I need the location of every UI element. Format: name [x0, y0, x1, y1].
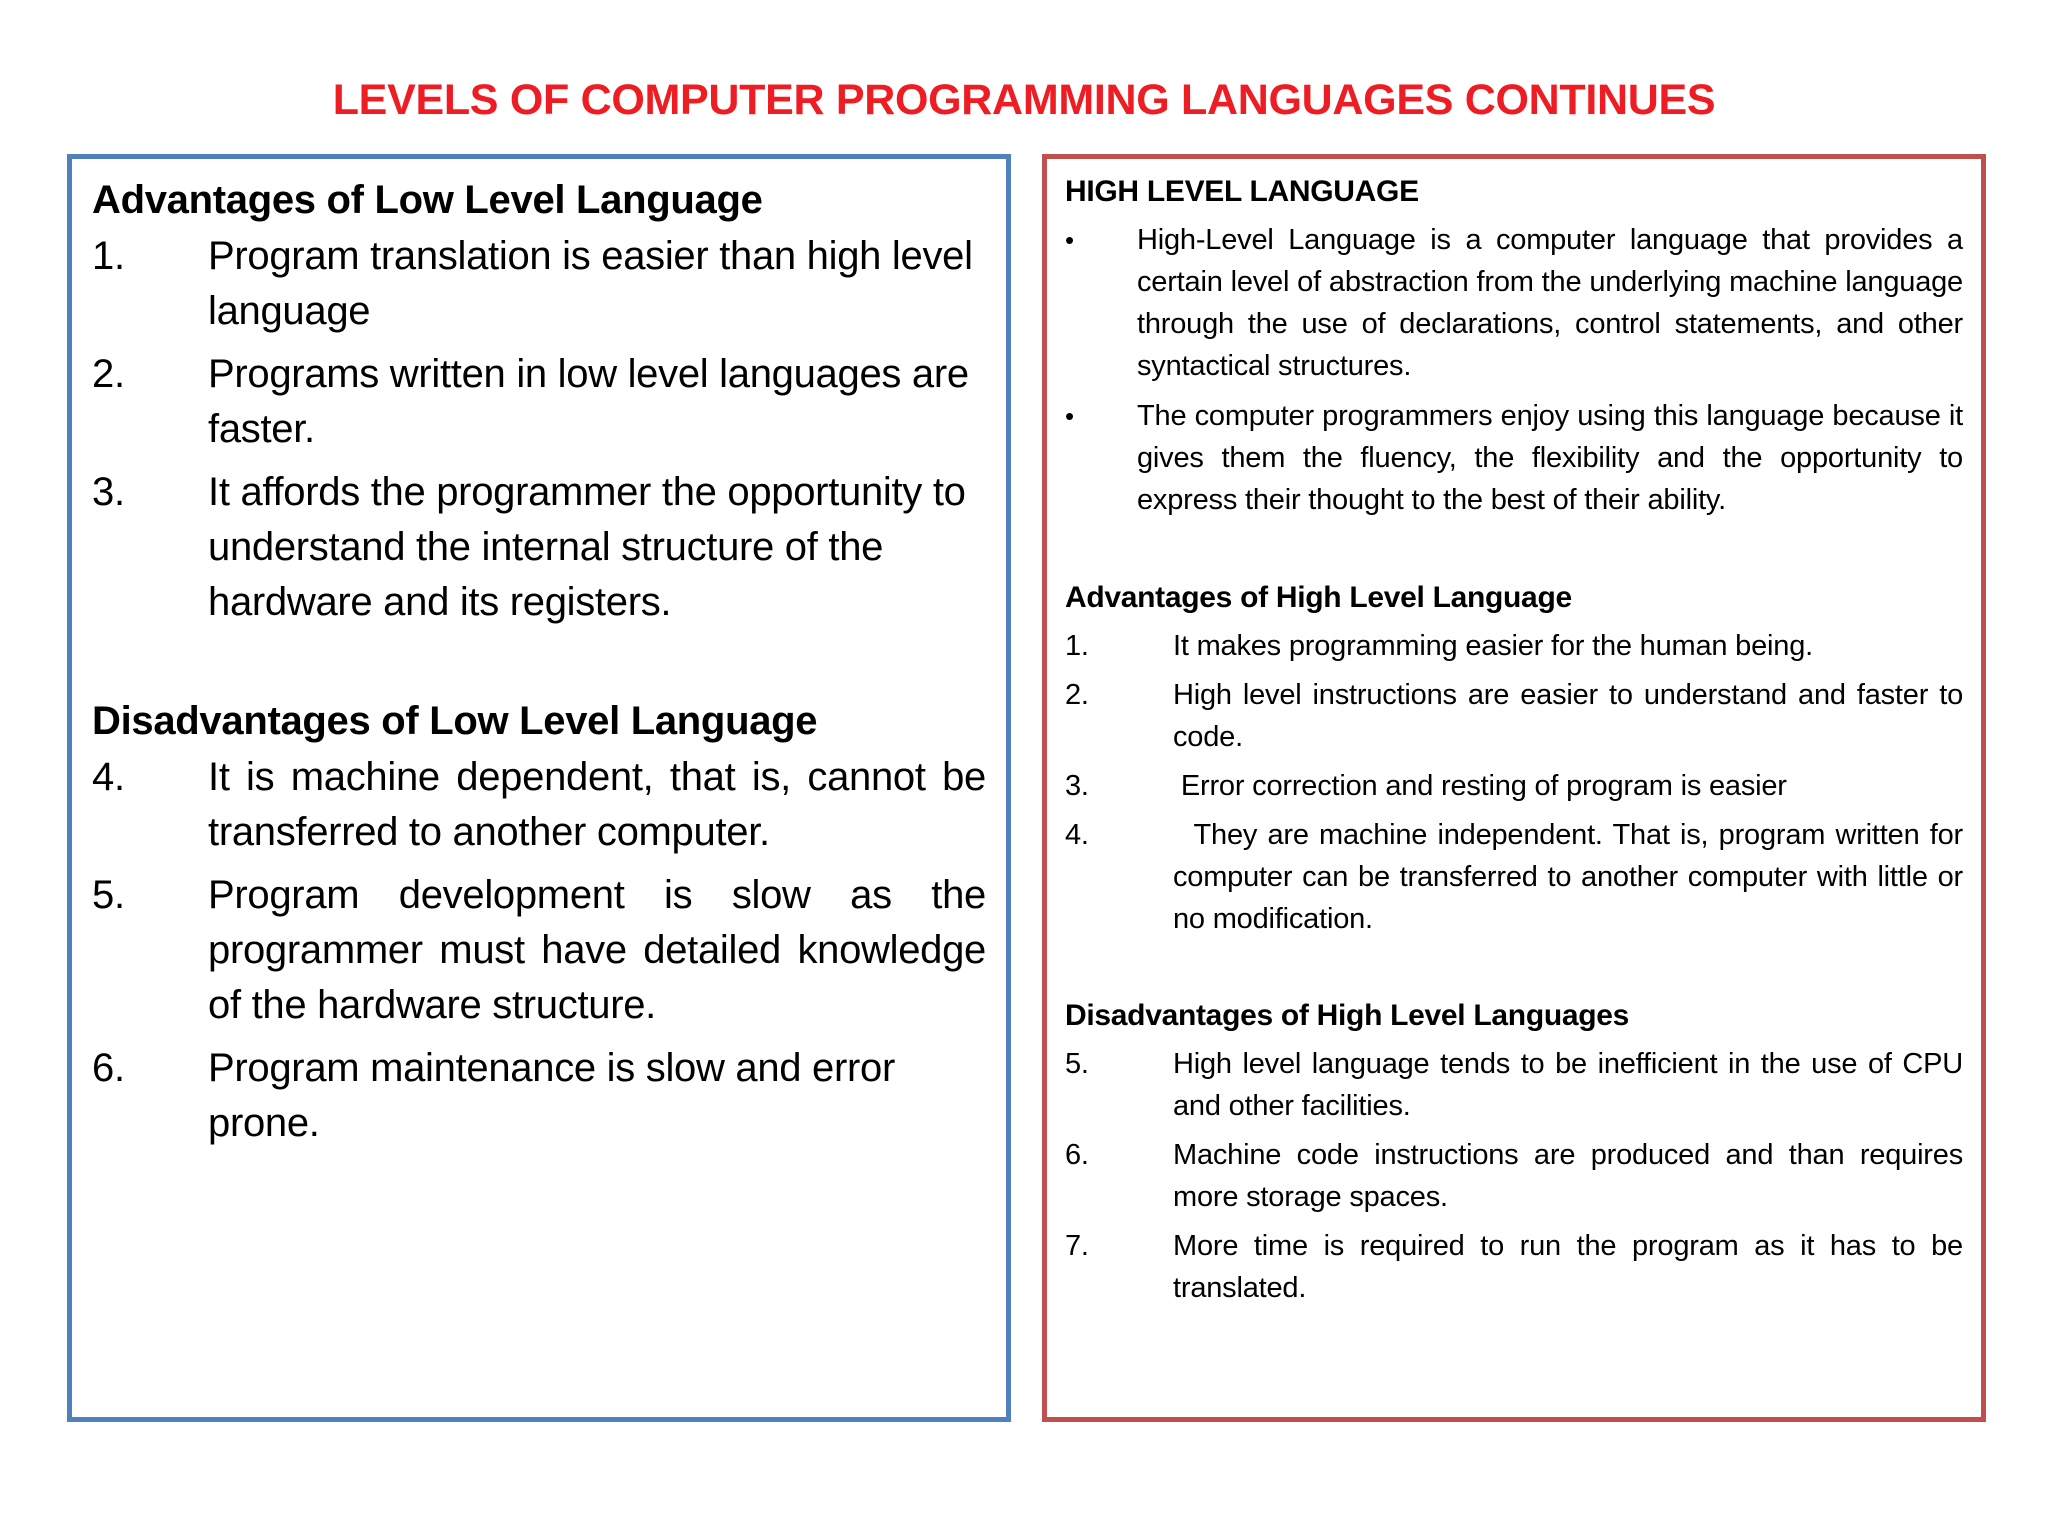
low-level-advantages-list [92, 229, 986, 630]
list-item-number: 4. [1065, 819, 1089, 851]
spacer [92, 638, 986, 694]
spacer [1065, 947, 1963, 995]
high-level-description-list [1065, 219, 1963, 521]
list-item [92, 465, 986, 630]
list-item-text: Program development is slow as the programmer must have detailed knowledge of the hardware structure. [208, 873, 986, 1027]
list-item-number: 7. [1065, 1230, 1089, 1262]
list-item-text: Program translation is easier than high level language [208, 234, 973, 333]
list-item-text: Machine code instructions are produced and than requires more storage spaces. [1173, 1139, 1963, 1213]
list-item-text: Program maintenance is slow and error prone. [208, 1046, 895, 1145]
list-item-number: 1. [1065, 630, 1089, 662]
list-item-text: It makes programming easier for the human being. [1173, 630, 1813, 662]
low-level-advantages-heading: Advantages of Low Level Language [92, 178, 763, 222]
list-item-number: 3. [92, 470, 125, 514]
list-item [1065, 625, 1963, 667]
page-title: LEVELS OF COMPUTER PROGRAMMING LANGUAGES CONTINUES [332, 76, 1716, 124]
high-level-panel [1042, 154, 1986, 1422]
list-item [92, 868, 986, 1033]
list-item-text: High level instructions are easier to understand and faster to code. [1173, 679, 1963, 753]
list-item [92, 347, 986, 457]
list-item-number: 2. [1065, 679, 1089, 711]
high-level-advantages-list [1065, 625, 1971, 940]
list-item-number: 4. [92, 755, 125, 799]
low-level-disadvantages-list [92, 750, 986, 1151]
list-item [92, 1041, 986, 1151]
list-item [1065, 814, 1971, 940]
list-item-text: It is machine dependent, that is, cannot be transferred to another computer. [208, 755, 986, 854]
list-item-number: 6. [1065, 1139, 1089, 1171]
list-item-number: 5. [92, 873, 125, 917]
list-item-text: They are machine independent. That is, program written for computer can be transferred to another computer with little or no modification. [1173, 819, 1971, 935]
low-level-disadvantages-heading: Disadvantages of Low Level Language [92, 699, 818, 743]
list-item [1065, 674, 1963, 758]
list-item-number: 3. [1065, 770, 1089, 802]
list-item-text: Error correction and resting of program is easier [1173, 770, 1787, 802]
list-item [92, 229, 986, 339]
list-item-text: More time is required to run the program as it has to be translated. [1173, 1230, 1963, 1304]
list-item [1065, 1043, 1963, 1127]
list-item [1065, 1225, 1963, 1309]
high-level-heading: HIGH LEVEL LANGUAGE [1065, 175, 1419, 208]
list-item-text: High level language tends to be inefficient in the use of CPU and other facilities. [1173, 1048, 1963, 1122]
bullet-icon: • [1065, 401, 1074, 431]
list-item-number: 5. [1065, 1048, 1089, 1080]
list-item-text: Programs written in low level languages are faster. [208, 352, 969, 451]
bullet-text: The computer programmers enjoy using this language because it gives them the fluency, the flexibility and the opportunity to express their thought to the best of their ability. [1137, 400, 1963, 516]
high-level-disadvantages-list [1065, 1043, 1963, 1309]
high-level-advantages-heading: Advantages of High Level Language [1065, 581, 1572, 614]
list-item-number: 6. [92, 1046, 125, 1090]
list-item [92, 750, 986, 860]
bullet-item [1065, 395, 1963, 521]
list-item-number: 1. [92, 234, 125, 278]
low-level-panel [67, 154, 1011, 1422]
bullet-item [1065, 219, 1963, 387]
spacer [1065, 529, 1963, 577]
list-item [1065, 765, 1963, 807]
bullet-icon: • [1065, 225, 1074, 255]
list-item-text: It affords the programmer the opportunity to understand the internal structure of the hardware and its registers. [208, 470, 966, 624]
bullet-text: High-Level Language is a computer language that provides a certain level of abstraction from the underlying machine language through the use of declarations, control statements, and other syntactical structures. [1137, 224, 1963, 382]
high-level-disadvantages-heading: Disadvantages of High Level Languages [1065, 999, 1630, 1032]
list-item-number: 2. [92, 352, 125, 396]
list-item [1065, 1134, 1963, 1218]
